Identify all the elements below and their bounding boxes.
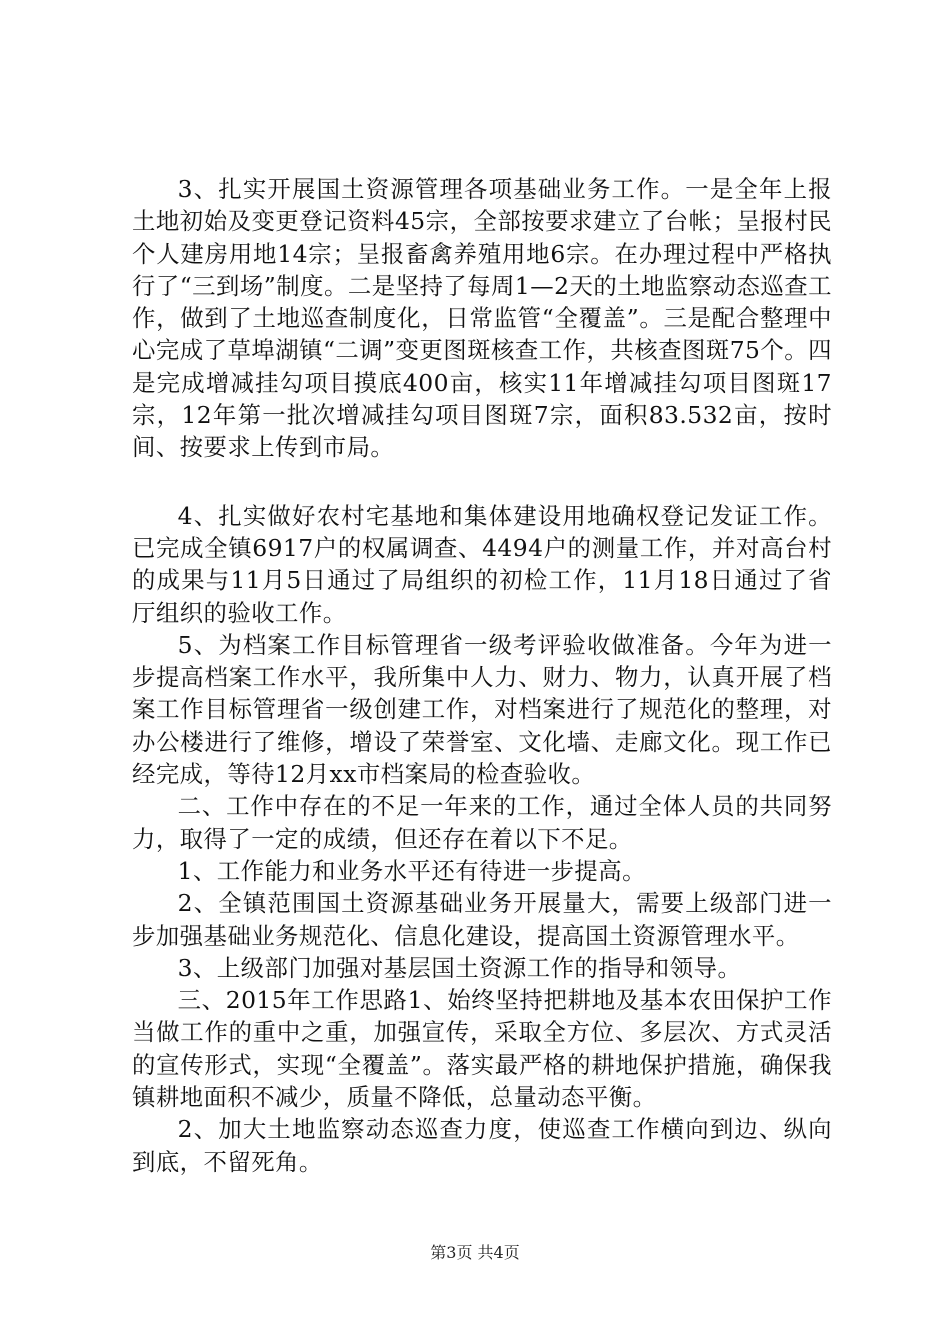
paragraph-shortcoming-2: 2、全镇范围国土资源基础业务开展量大，需要上级部门进一步加强基础业务规范化、信息化建设，提高国土资源管理水平。 — [132, 889, 832, 950]
page-footer: 第3页 共4页 — [430, 1243, 520, 1262]
paragraph-archive-work: 5、为档案工作目标管理省一级考评验收做准备。今年为进一步提高档案工作水平，我所集中人力、财力、物力，认真开展了档案工作目标管理省一级创建工作，对档案进行了规范化的整理，对办公楼进行了维修，增设了荣誉室、文化墙、走廊文化。现工作已经完成，等待12月xx市档案局的检查验收。 — [132, 630, 832, 789]
paragraph-basic-work: 3、扎实开展国土资源管理各项基础业务工作。一是全年上报土地初始及变更登记资料45宗，全部按要求建立了台帐；呈报村民个人建房用地14宗；呈报畜禽养殖用地6宗。在办理过程中严格执行了“三到场”制度。二是坚持了每周1—2天的土地监察动态巡查工作，做到了土地巡查制度化，日常监管“全覆盖”。三是配合整理中心完成了草埠湖镇“二调”变更图斑核查工作，共核查图斑75个。四是完成增减挂勾项目摸底400亩，核实11年增减挂勾项目图斑17宗，12年第一批次增减挂勾项目图斑7宗，面积83.532亩，按时间、按要求上传到市局。 — [132, 175, 832, 462]
paragraph-land-registration: 4、扎实做好农村宅基地和集体建设用地确权登记发证工作。已完成全镇6917户的权属调查、4494户的测量工作，并对高台村的成果与11月5日通过了局组织的初检工作，11月18日通过了省厅组织的验收工作。 — [132, 501, 832, 627]
paragraph-2015-plan: 三、2015年工作思路1、始终坚持把耕地及基本农田保护工作当做工作的重中之重，加强宣传，采取全方位、多层次、方式灵活的宣传形式，实现“全覆盖”。落实最严格的耕地保护措施，确保我镇耕地面积不减少，质量不降低，总量动态平衡。 — [132, 986, 832, 1112]
paragraph-shortcoming-3: 3、上级部门加强对基层国土资源工作的指导和领导。 — [177, 953, 742, 982]
paragraph-plan-2: 2、加大土地监察动态巡查力度，使巡查工作横向到边、纵向到底，不留死角。 — [132, 1115, 832, 1176]
paragraph-shortcoming-1: 1、工作能力和业务水平还有待进一步提高。 — [177, 856, 646, 885]
paragraph-spacer — [132, 464, 832, 500]
paragraph-shortcomings-heading: 二、工作中存在的不足一年来的工作，通过全体人员的共同努力，取得了一定的成绩，但还存在着以下不足。 — [132, 792, 832, 853]
document-body — [132, 173, 832, 1178]
